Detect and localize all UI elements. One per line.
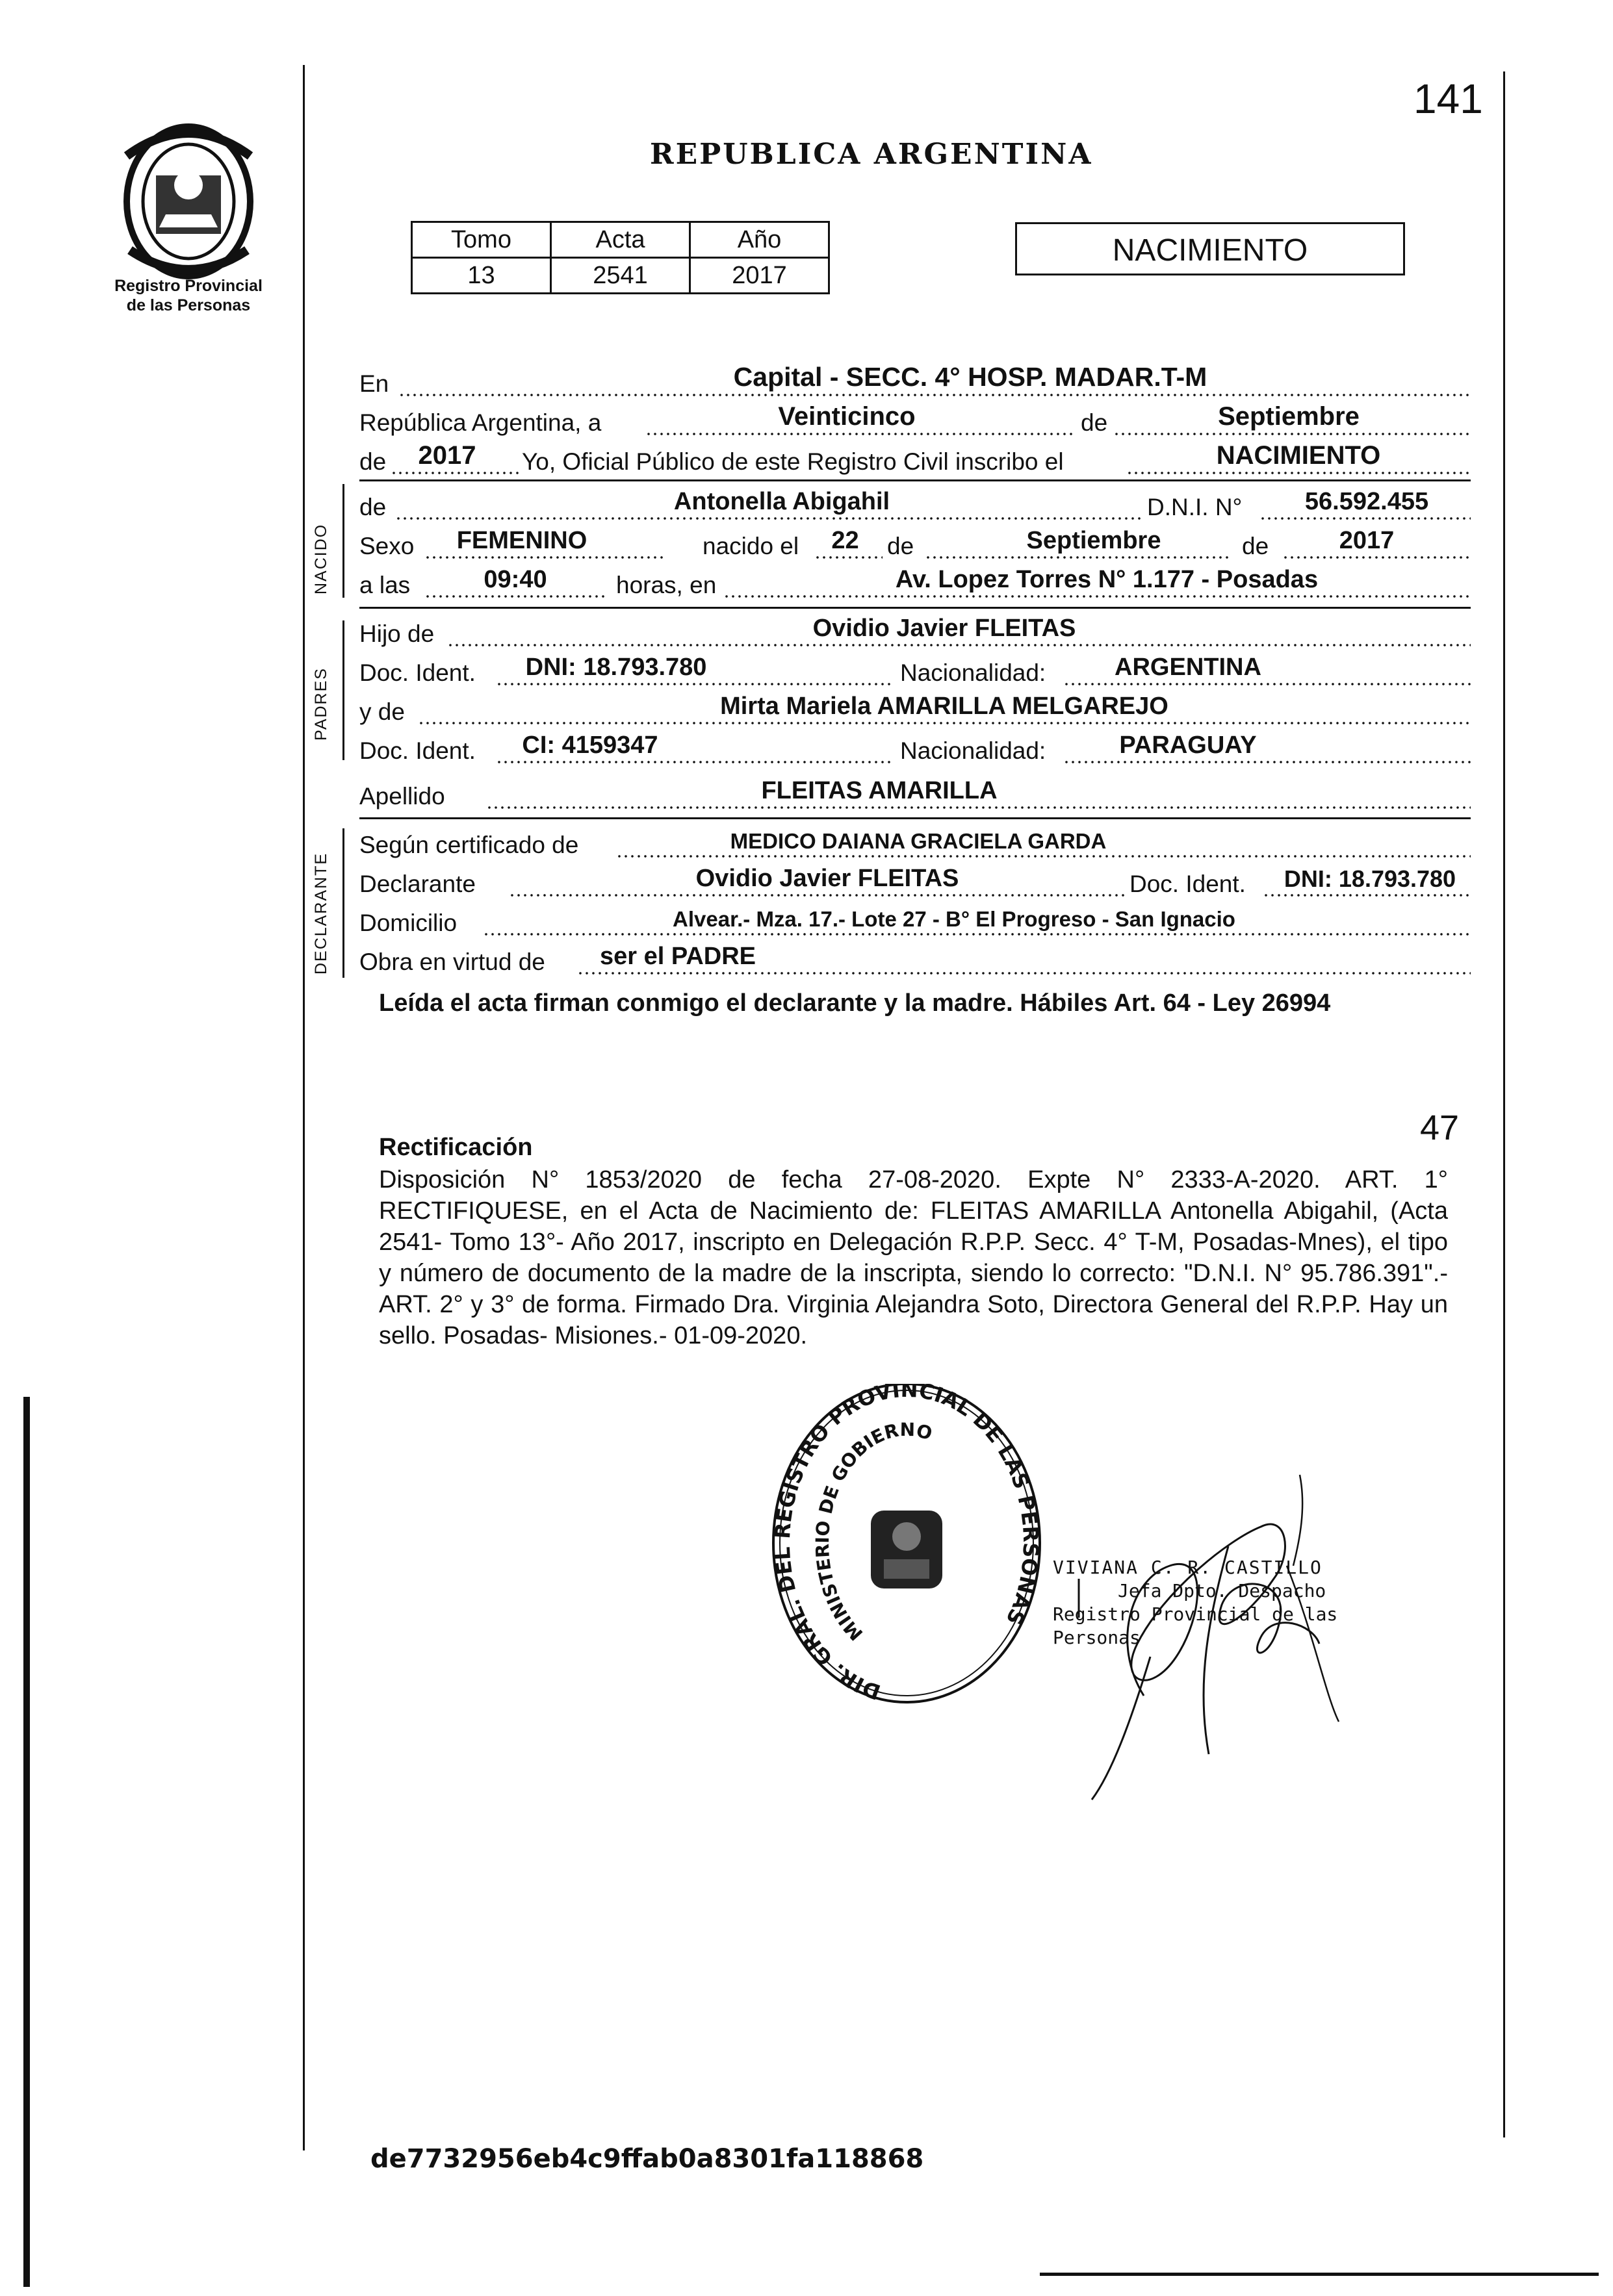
header-tomo: Tomo (412, 222, 551, 258)
hijo-de-label: Hijo de (359, 620, 435, 647)
registry-label (78, 276, 299, 315)
section-declarante-label (312, 838, 338, 984)
dia-value: Veinticinco (778, 402, 916, 431)
padre-doc-label: Doc. Ident. (359, 659, 476, 686)
closing-note: Leída el acta firman conmigo el declarante y la madre. Hábiles Art. 64 - Ley 26994 (379, 989, 1331, 1017)
tipo-value: NACIMIENTO (1216, 441, 1381, 470)
nombre-value: Antonella Abigahil (673, 488, 890, 515)
left-margin-line (303, 65, 305, 2150)
section-padres-label (312, 640, 338, 770)
obra-label: Obra en virtud de (359, 949, 545, 975)
stamp-registry: Registro Provincial de las Personas (1053, 1603, 1338, 1648)
declarante-side-text: DECLARANTE (312, 852, 330, 975)
de2-label: de (359, 448, 387, 475)
dotted-line (1063, 682, 1471, 686)
dni-value: 56.592.455 (1304, 488, 1429, 515)
dotted-line (509, 893, 1126, 897)
row-declarante (359, 864, 1471, 903)
apellido-label: Apellido (359, 783, 445, 810)
dotted-line (645, 432, 1074, 436)
value-tomo: 13 (412, 258, 551, 294)
value-acta: 2541 (551, 258, 690, 294)
lugar-value: Av. Lopez Torres N° 1.177 - Posadas (895, 566, 1319, 593)
rectificacion-body: Disposición N° 1853/2020 de fecha 27-08-2020. Expte N° 2333-A-2020. ART. 1° RECTIFIQUESE, en el Acta de Nacimiento de: FLEITAS AMARILLA Antonella Abigahil, (Acta 2541- Tomo 13°- Año 2017, inscripto en Delegación R.P.P. Secc. 4° T-M, Posadas-Mnes), el tipo y número de documento de la madre de la inscripta, siendo lo correcto: "D.N.I. N° 95.786.391".- ART. 2° y 3° de forma. Firmado Dra. Virginia Alejandra Soto, Directora General del R.P.P. Hay un sello. Posadas- Misiones.- 01-09-2020. (379, 1166, 1448, 1349)
row-oficial (359, 442, 1471, 481)
en-label: En (359, 370, 389, 397)
seal-outer-text: DIR. GRAL. DEL REGISTRO PROVINCIAL DE LAS PERSONAS (769, 1384, 1044, 1705)
declarante-doc-value: DNI: 18.793.780 (1284, 865, 1456, 892)
official-seal (767, 1384, 1046, 1722)
certificado-value: MEDICO DAIANA GRACIELA GARDA (730, 829, 1107, 853)
rectificacion-number: 47 (1420, 1108, 1460, 1147)
madre-nac-label: Nacionalidad: (900, 737, 1046, 764)
dotted-line (577, 971, 1471, 975)
padres-side-text: PADRES (312, 667, 330, 741)
dotted-line (398, 393, 1471, 397)
hora-value: 09:40 (484, 566, 547, 593)
certificado-label: Según certificado de (359, 832, 579, 858)
declarante-label: Declarante (359, 871, 476, 897)
row-certificado (359, 825, 1471, 864)
tomo-acta-anio-table (411, 221, 830, 294)
padre-nac-value: ARGENTINA (1115, 654, 1261, 681)
mes-value: Septiembre (1218, 402, 1360, 431)
y-de-label: y de (359, 698, 405, 725)
nacido-de-label: de (359, 494, 387, 520)
madre-doc-label: Doc. Ident. (359, 737, 476, 764)
nacido-anio-value: 2017 (1339, 527, 1395, 554)
horas-en-label: horas, en (616, 572, 717, 598)
document-title: REPUBLICA ARGENTINA (650, 138, 1093, 171)
table-value-row (412, 258, 829, 294)
registry-label-line1: Registro Provincial (114, 277, 263, 295)
row-padre-doc (359, 653, 1471, 692)
padres-bracket (342, 620, 344, 760)
dotted-line (723, 594, 1471, 598)
nacido-bracket (342, 484, 344, 598)
en-value: Capital - SECC. 4° HOSP. MADAR.T-M (733, 362, 1207, 392)
dotted-line (391, 471, 521, 475)
signature-stamp (1053, 1556, 1391, 1650)
row-nacido-hora (359, 565, 1471, 604)
declarante-doc-label: Doc. Ident. (1129, 871, 1246, 897)
anio-value: 2017 (418, 441, 476, 470)
section-divider (359, 817, 1471, 819)
dotted-line (496, 682, 892, 686)
row-apellido (359, 776, 1471, 815)
dotted-line (1263, 893, 1471, 897)
sexo-value: FEMENINO (456, 527, 587, 554)
dotted-line (424, 555, 665, 559)
apellido-value: FLEITAS AMARILLA (761, 777, 998, 804)
row-republica (359, 403, 1471, 442)
dotted-line (1063, 760, 1471, 764)
row-nacido-sexo (359, 526, 1471, 565)
seal-inner-text: MINISTERIO DE GOBIERNO (811, 1418, 935, 1645)
declarante-value: Ovidio Javier FLEITAS (695, 865, 959, 892)
table-header-row (412, 222, 829, 258)
section-divider (359, 607, 1471, 609)
domicilio-value: Alvear.- Mza. 17.- Lote 27 - B° El Progreso - San Ignacio (673, 907, 1235, 931)
dotted-line (483, 932, 1471, 936)
declarante-bracket (342, 828, 344, 978)
nacido-de-label-3: de (1242, 533, 1269, 559)
padre-nac-label: Nacionalidad: (900, 659, 1046, 686)
nacido-el-label: nacido el (703, 533, 799, 559)
section-divider (359, 479, 1471, 481)
record-type-box: NACIMIENTO (1015, 222, 1405, 275)
madre-nac-value: PARAGUAY (1119, 732, 1257, 759)
row-en (359, 364, 1471, 403)
dotted-line (1282, 555, 1471, 559)
dotted-line (395, 517, 1142, 520)
registry-label-line2: de las Personas (126, 296, 251, 314)
republica-label: República Argentina, a (359, 409, 602, 436)
dotted-line (1113, 432, 1471, 436)
row-obra (359, 942, 1471, 981)
header-anio: Año (690, 222, 829, 258)
row-hijo-de (359, 614, 1471, 653)
dni-label: D.N.I. N° (1147, 494, 1243, 520)
dotted-line (1259, 517, 1471, 520)
section-nacido-label (312, 497, 338, 617)
dotted-line (424, 594, 606, 598)
sexo-label: Sexo (359, 533, 415, 559)
madre-doc-value: CI: 4159347 (522, 732, 658, 759)
dotted-line (1126, 471, 1471, 475)
nacido-side-text: NACIDO (312, 523, 330, 594)
stamp-role: Jefa Dpto. Despacho (1118, 1580, 1326, 1601)
document-hash: de7732956eb4c9ffab0a8301fa118868 (370, 2144, 924, 2174)
madre-value: Mirta Mariela AMARILLA MELGAREJO (720, 693, 1168, 720)
page-number: 141 (1413, 75, 1483, 122)
row-y-de (359, 692, 1471, 731)
a-las-label: a las (359, 572, 411, 598)
stamp-name: VIVIANA C. R. CASTILLO (1053, 1557, 1323, 1578)
dotted-line (814, 555, 883, 559)
dotted-line (616, 854, 1471, 858)
province-emblem (107, 117, 270, 292)
dotted-line (418, 721, 1471, 725)
header-acta: Acta (551, 222, 690, 258)
nacido-dia-value: 22 (831, 527, 859, 554)
dotted-line (486, 806, 1471, 810)
row-madre-doc (359, 731, 1471, 770)
nacido-de-label-2: de (887, 533, 914, 559)
dotted-line (447, 643, 1471, 647)
obra-value: ser el PADRE (599, 943, 756, 970)
value-anio: 2017 (690, 258, 829, 294)
dotted-line (925, 555, 1230, 559)
padre-value: Ovidio Javier FLEITAS (812, 615, 1076, 642)
scan-edge-line (23, 1397, 30, 2287)
nacido-mes-value: Septiembre (1026, 527, 1161, 554)
domicilio-label: Domicilio (359, 910, 458, 936)
row-domicilio (359, 903, 1471, 942)
row-nacido-nombre (359, 487, 1471, 526)
bottom-edge-line (1040, 2273, 1599, 2276)
de-label: de (1081, 409, 1108, 436)
oficial-text: Yo, Oficial Público de este Registro Civil inscribo el (522, 448, 1064, 475)
padre-doc-value: DNI: 18.793.780 (525, 654, 707, 681)
dotted-line (496, 760, 892, 764)
rectificacion-title: Rectificación (379, 1134, 533, 1161)
right-margin-line (1503, 71, 1505, 2137)
